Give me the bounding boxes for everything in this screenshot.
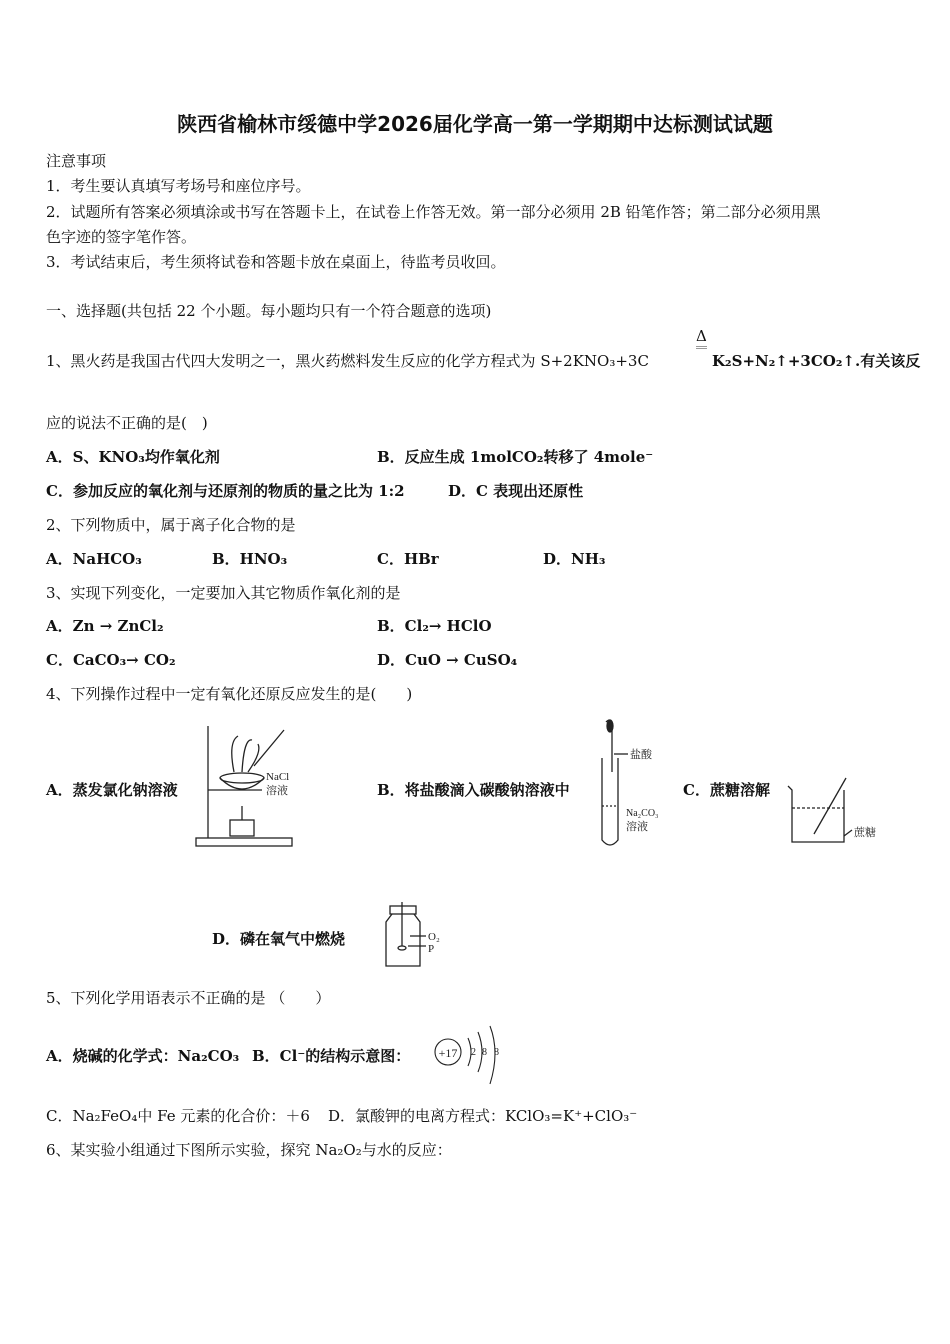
q4-option-d: D．磷在氧气中燃烧 [212, 930, 346, 948]
notice-item: 3．考试结束后，考生须将试卷和答题卡放在桌面上，待监考员收回。 [46, 253, 506, 271]
q2-stem: 2、下列物质中，属于离子化合物的是 [46, 516, 296, 534]
chloride-ion-structure-diagram [430, 1024, 510, 1090]
notice-heading: 注意事项 [46, 152, 107, 170]
svg-text:盐酸: 盐酸 [630, 749, 652, 761]
evaporation-apparatus-figure [192, 722, 302, 848]
svg-text:2: 2 [471, 1047, 476, 1058]
q2-option-c: C．HBr [377, 550, 439, 568]
notice-item: 色字迹的签字笔作答。 [46, 228, 197, 246]
svg-text:NaCl: NaCl [266, 771, 290, 783]
beaker-figure [784, 772, 884, 848]
q3-option-a: A．Zn → ZnCl₂ [46, 617, 164, 635]
q3-stem: 3、实现下列变化，一定要加入其它物质作氧化剂的是 [46, 584, 401, 602]
phosphorus-combustion-figure [380, 898, 450, 972]
q1-option-b: B．反应生成 1molCO₂转移了 4mole⁻ [377, 448, 654, 466]
q2-option-b: B．HNO₃ [212, 550, 288, 568]
svg-text:溶液: 溶液 [266, 785, 288, 797]
q1-option-d: D．C 表现出还原性 [448, 482, 584, 500]
svg-text:溶液: 溶液 [626, 821, 648, 833]
q5-option-b: B．Cl⁻的结构示意图： [252, 1047, 411, 1065]
heating-condition: Δ [696, 326, 707, 349]
q2-option-a: A．NaHCO₃ [46, 550, 142, 568]
q1-option-c: C．参加反应的氧化剂与还原剂的物质的量之比为 1:2 [46, 482, 405, 500]
q1-option-a: A．S、KNO₃均作氧化剂 [46, 448, 220, 466]
svg-text:O₂: O₂ [428, 931, 440, 943]
q4-stem: 4、下列操作过程中一定有氧化还原反应发生的是( ) [46, 685, 413, 703]
q2-option-d: D．NH₃ [543, 550, 606, 568]
q4-option-c: C．蔗糖溶解 [683, 781, 770, 799]
q5-stem: 5、下列化学用语表示不正确的是 （ ） [46, 989, 331, 1007]
q5-option-a: A．烧碱的化学式：Na₂CO₃ [46, 1047, 240, 1065]
svg-text:蔗糖: 蔗糖 [854, 827, 876, 839]
q1-stem: K₂S+N₂↑+3CO₂↑.有关该反 [712, 352, 921, 370]
section-heading: 一、选择题(共包括 22 个小题。每小题均只有一个符合题意的选项) [46, 302, 492, 320]
q4-option-a: A．蒸发氯化钠溶液 [46, 781, 178, 799]
q1-stem: 1、黑火药是我国古代四大发明之一，黑火药燃料发生反应的化学方程式为 S+2KNO₃+3C [46, 352, 649, 370]
q1-stem: 应的说法不正确的是( ) [46, 414, 208, 432]
q3-option-c: C．CaCO₃→ CO₂ [46, 651, 176, 669]
test-tube-figure [596, 718, 676, 850]
svg-text:+17: +17 [438, 1046, 458, 1060]
q4-option-b: B．将盐酸滴入碳酸钠溶液中 [377, 781, 570, 799]
notice-item: 1．考生要认真填写考场号和座位序号。 [46, 177, 311, 195]
svg-text:8: 8 [482, 1047, 487, 1058]
q3-option-b: B．Cl₂→ HClO [377, 617, 492, 635]
q5-option-c: C．Na₂FeO₄中 Fe 元素的化合价：＋6 [46, 1107, 310, 1125]
page-title: 陕西省榆林市绥德中学2026届化学高一第一学期期中达标测试试题 [177, 112, 773, 136]
q3-option-d: D．CuO → CuSO₄ [377, 651, 518, 669]
notice-item: 2．试题所有答案必须填涂或书写在答题卡上，在试卷上作答无效。第一部分必须用 2B 铅笔作答；第二部分必须用黑 [46, 203, 821, 221]
q5-option-d: D．氯酸钾的电离方程式：KClO₃=K⁺+ClO₃⁻ [328, 1107, 638, 1125]
svg-text:8: 8 [494, 1047, 499, 1058]
q6-stem: 6、某实验小组通过下图所示实验，探究 Na₂O₂与水的反应： [46, 1141, 452, 1159]
svg-text:P: P [428, 943, 435, 955]
svg-text:Na₂CO₃: Na₂CO₃ [626, 808, 659, 819]
